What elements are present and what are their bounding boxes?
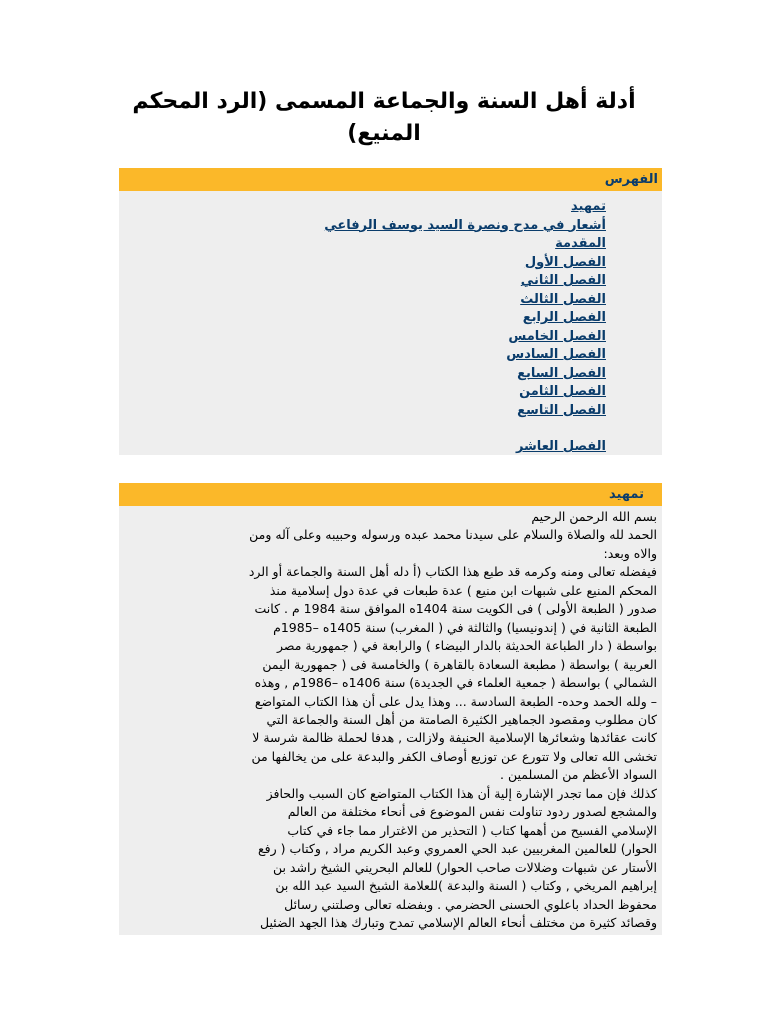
text-line: المحكم المنيع على شبهات ابن منيع ) عدة طبعات في عدة دول إسلامية منذ: [269, 582, 657, 598]
text-line: الأستار عن شبهات وضلالات صاحب الحوار) للعالم البحريني الشيخ راشد بن: [272, 859, 657, 875]
toc-link-poems[interactable]: أشعار في مدح ونصرة السيد يوسف الرفاعي: [324, 217, 606, 233]
text-line: كذلك فإن مما تجدر الإشارة إلية أن هذا الكتاب المتواضع كان السبب والحافز: [266, 785, 657, 801]
toc-item: [119, 291, 606, 310]
toc-item: [119, 328, 606, 347]
toc-link-chapter-2[interactable]: الفصل الثاني: [520, 273, 606, 288]
text-line: صدور ( الطبعة الأولى ) فى الكويت سنة 1404ه الموافق سنة 1984 م . كانت: [254, 601, 657, 617]
toc-list: [119, 191, 662, 457]
toc-link-chapter-10[interactable]: الفصل العاشر: [515, 439, 606, 454]
text-line: تخشى الله تعالى ولا تتورع عن توزيع أوصاف الكفر والبدعة على من يخالفها من: [251, 748, 657, 764]
text-line: والاه وبعد:: [603, 545, 657, 561]
text-line: والمشجع لصدور ردود تناولت نفس الموضوع فى أنحاء مختلفة من العالم: [287, 804, 657, 820]
toc-link-chapter-6[interactable]: الفصل السادس: [506, 347, 606, 362]
toc-item: [119, 309, 606, 328]
text-line: بسم الله الرحمن الرحيم: [531, 509, 657, 524]
text-line: الحوار) للعالمين المغربيين عبد الحي العمروي وعبد الكريم مراد , وكتاب ( رفع: [258, 841, 657, 857]
intro-header: تمهيد: [119, 483, 662, 506]
toc-item: [119, 346, 606, 365]
toc-item: [119, 365, 606, 384]
text-line: الشمالي ) بواسطة ( جمعية العلماء في الجديدة) سنة 1406ه –1986م , وهذه: [254, 675, 657, 691]
toc-link-chapter-3[interactable]: الفصل الثالث: [520, 291, 606, 307]
text-line: محفوظ الحداد باعلوي الحسنى الحضرمي . وبفضله تعالى وصلتني رسائل: [284, 896, 657, 912]
toc-link-chapter-5[interactable]: الفصل الخامس: [508, 328, 606, 344]
text-line: الحمد لله والصلاة والسلام على سيدنا محمد عبده ورسوله وحبيبه وعلى آله ومن: [249, 527, 657, 543]
toc-link-chapter-9[interactable]: الفصل التاسع: [517, 402, 606, 418]
toc-item: [119, 235, 606, 254]
toc-link-chapter-4[interactable]: الفصل الرابع: [522, 310, 606, 325]
toc-item: [119, 272, 606, 291]
toc-link-introduction[interactable]: تمهيد: [571, 199, 606, 214]
text-line: كان مطلوب ومقصود الجماهير الكثيرة الصامتة من أهل السنة والجماعة التي: [266, 711, 657, 727]
toc-link-chapter-8[interactable]: الفصل الثامن: [519, 384, 606, 399]
intro-body: [119, 506, 662, 932]
toc-link-chapter-7[interactable]: الفصل السابع: [517, 365, 606, 381]
toc-item: [119, 438, 606, 457]
text-line: كانت عقائدها وشعائرها الإسلامية الحنيفة ولازالت , هدفا لحملة ظالمة شرسة لا: [252, 730, 657, 746]
toc-link-chapter-1[interactable]: الفصل الأول: [524, 254, 606, 270]
toc-item: [119, 383, 606, 402]
text-line: وقصائد كثيرة من مختلف أنحاء العالم الإسلامي تمدح وتبارك هذا الجهد الضئيل: [260, 914, 657, 930]
table-of-contents: [119, 168, 662, 455]
text-line: العربية ) بواسطة ( مطبعة السعادة بالقاهرة ) والخامسة فى ( جمهورية اليمن: [262, 656, 657, 672]
text-line: بواسطة ( دار الطباعة الحديثة بالدار البيضاء ) والرابعة في ( جمهورية مصر: [277, 638, 657, 654]
toc-item: [119, 254, 606, 273]
toc-item: [119, 217, 606, 236]
text-line: الإسلامي الفسيح من أهمها كتاب ( التحذير من الاغترار مما جاء في كتاب: [287, 822, 657, 838]
toc-link-preface[interactable]: المقدمة: [555, 236, 606, 251]
text-line: الطبعة الثانية في ( إندونيسيا) والثالثة في ( المغرب) سنة 1405ه –1985م: [273, 619, 657, 635]
toc-header: الفهرس: [119, 168, 662, 191]
page-title: أدلة أهل السنة والجماعة المسمى (الرد المحكم المنيع): [132, 89, 636, 146]
text-line: – ولله الحمد وحده- الطبعة السادسة ... وهذا يدل على أن هذا الكتاب المتواضع: [254, 693, 657, 709]
introduction-section: [119, 483, 662, 935]
text-line: السواد الأعظم من المسلمين .: [500, 767, 657, 783]
toc-item: [119, 402, 606, 421]
text-line: فيفضله تعالى ومنه وكرمه قد طبع هذا الكتاب (أ دله أهل السنة والجماعة أو الرد: [248, 564, 657, 580]
toc-item: [119, 198, 606, 217]
text-line: إبراهيم المريخي , وكتاب ( السنة والبدعة )للعلامة الشيخ السيد عبد الله بن: [275, 878, 657, 894]
